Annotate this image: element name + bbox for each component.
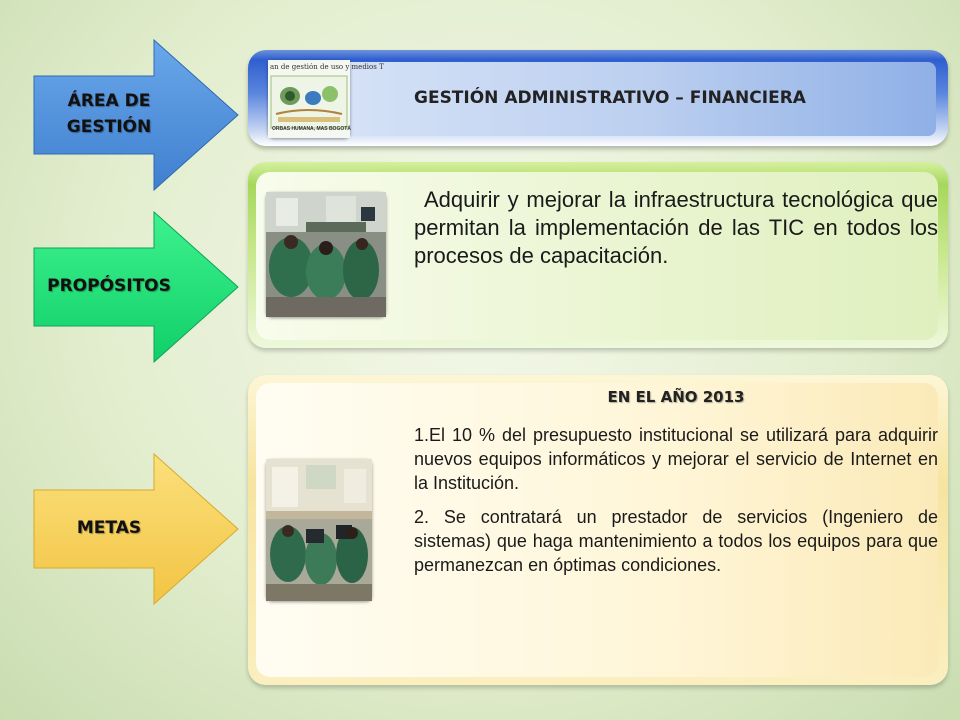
goal-separator: . (424, 507, 430, 527)
arrow-metas (30, 452, 242, 606)
arrow-label-propositos: PROPÓSITOS (47, 276, 171, 296)
goals-list (414, 423, 938, 587)
goal-item-2 (414, 505, 938, 577)
classroom-image-icon (266, 459, 372, 601)
school-logo (268, 60, 384, 138)
goal-text: El 10 % del presupuesto institucional se utilizará para adquirir nuevos equipos informáticos y mejorar el servicio de Internet en la Institución. (414, 425, 938, 493)
purpose-text: Adquirir y mejorar la infraestructura tecnológica que permitan la implementación de las TIC en todos los procesos de capacitación. (414, 187, 938, 268)
arrow-propositos (30, 210, 242, 364)
goals-heading: EN EL AÑO 2013 (607, 388, 745, 406)
logo-caption: ORBAS HUMANA, MAS BOGOTÁ (272, 126, 351, 132)
arrow-label-metas: METAS (76, 518, 142, 538)
logo-text: an de gestión de uso y medios T (270, 63, 384, 71)
goal-number: 1 (414, 425, 425, 445)
arrow-area-de-gestion (30, 38, 242, 192)
goals-panel (248, 375, 948, 685)
classroom-photo-2 (266, 459, 372, 601)
goal-item-1 (414, 423, 938, 495)
goal-separator: . (424, 425, 430, 445)
classroom-image-icon (266, 192, 386, 317)
area-title: GESTIÓN ADMINISTRATIVO – FINANCIERA (414, 88, 806, 108)
goal-text: Se contratará un prestador de servicios (Ingeniero de sistemas) que haga mantenimiento a todos los equipos para que permanezcan en óptimas condiciones. (414, 507, 938, 575)
goal-number: 2 (414, 507, 425, 527)
area-panel (248, 50, 948, 146)
arrow-label-area: ÁREA DE GESTIÓN (66, 91, 152, 137)
purpose-panel (248, 162, 948, 348)
classroom-photo-1 (266, 192, 386, 317)
